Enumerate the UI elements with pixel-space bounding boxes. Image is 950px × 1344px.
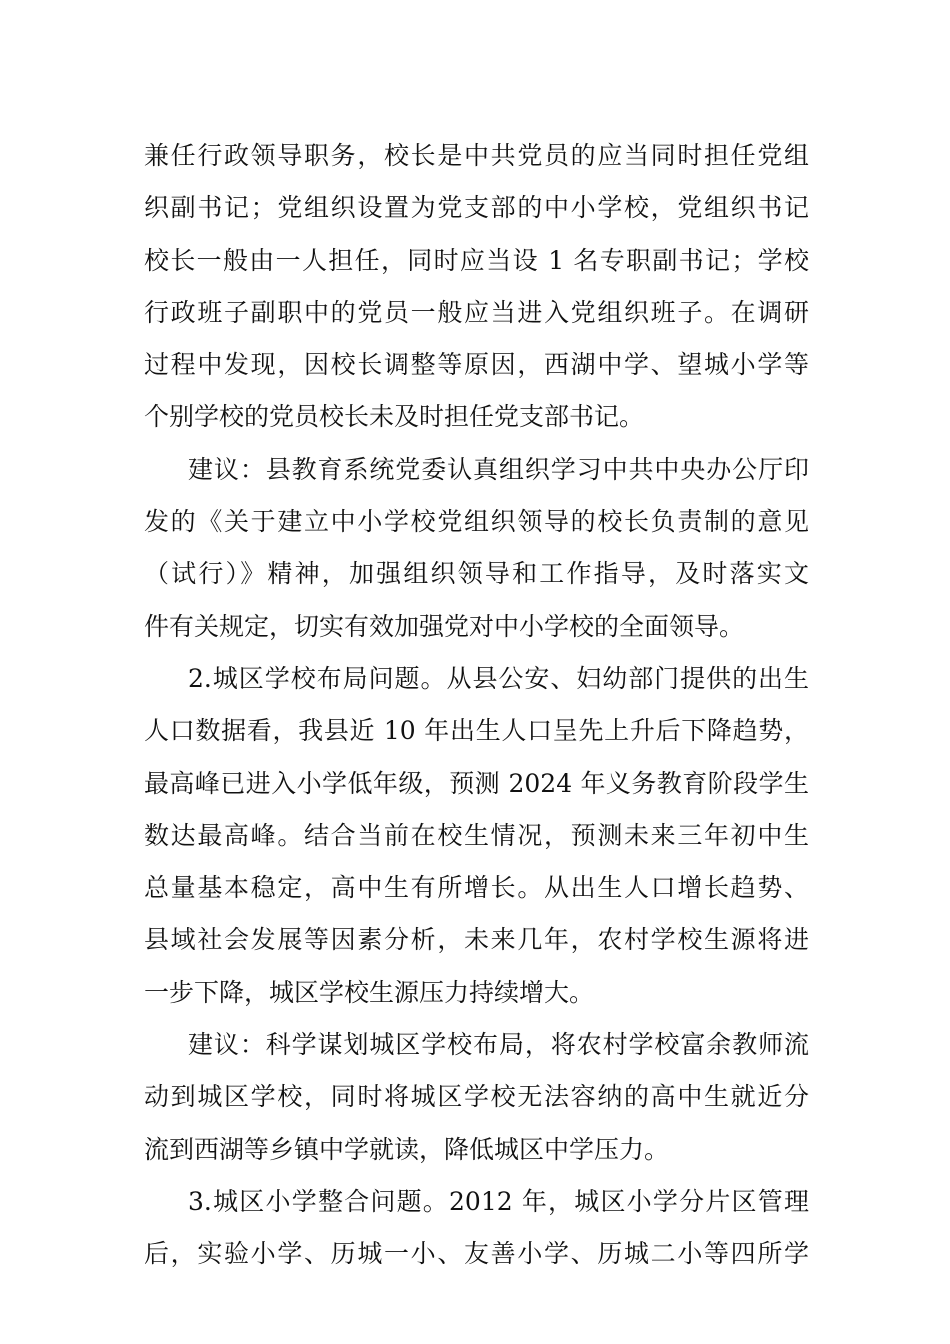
- text-line: 织副书记；党组织设置为党支部的中小学校，党组织书记: [144, 193, 809, 223]
- body-text: [144, 130, 809, 1281]
- text-line: 后，实验小学、历城一小、友善小学、历城二小等四所学: [144, 1239, 809, 1269]
- text-line: 流到西湖等乡镇中学就读，降低城区中学压力。: [144, 1134, 670, 1164]
- text-line: 动到城区学校，同时将城区学校无法容纳的高中生就近分: [144, 1082, 809, 1112]
- text-line: 总量基本稳定，高中生有所增长。从出生人口增长趋势、: [144, 873, 809, 903]
- text-line: 件有关规定，切实有效加强党对中小学校的全面领导。: [144, 611, 745, 641]
- text-line: 数达最高峰。结合当前在校生情况，预测未来三年初中生: [144, 820, 809, 850]
- text-line: 行政班子副职中的党员一般应当进入党组织班子。在调研: [144, 297, 809, 327]
- text-line: 个别学校的党员校长未及时担任党支部书记。: [144, 402, 645, 432]
- text-line: 人口数据看，我县近 10 年出生人口呈先上升后下降趋势，: [144, 716, 809, 746]
- text-line: 校长一般由一人担任，同时应当设 1 名专职副书记；学校: [144, 245, 809, 275]
- text-line: 兼任行政领导职务，校长是中共党员的应当同时担任党组: [144, 141, 809, 170]
- text-line: 发的《关于建立中小学校党组织领导的校长负责制的意见: [144, 507, 809, 537]
- paragraph-start-line: 建议：科学谋划城区学校布局，将农村学校富余教师流: [188, 1030, 809, 1060]
- text-line: 一步下降，城区学校生源压力持续增大。: [144, 977, 595, 1007]
- paragraph-start-line: 3.城区小学整合问题。2012 年，城区小学分片区管理: [188, 1186, 809, 1216]
- text-line: （试行）》精神，加强组织领导和工作指导，及时落实文: [144, 559, 809, 589]
- paragraph-start-line: 建议：县教育系统党委认真组织学习中共中央办公厅印: [188, 454, 809, 484]
- text-line: 过程中发现，因校长调整等原因，西湖中学、望城小学等: [144, 350, 809, 380]
- text-line: 最高峰已进入小学低年级，预测 2024 年义务教育阶段学生: [144, 768, 809, 798]
- paragraph-start-line: 2.城区学校布局问题。从县公安、妇幼部门提供的出生: [188, 663, 809, 693]
- text-line: 县域社会发展等因素分析，未来几年，农村学校生源将进: [144, 925, 809, 955]
